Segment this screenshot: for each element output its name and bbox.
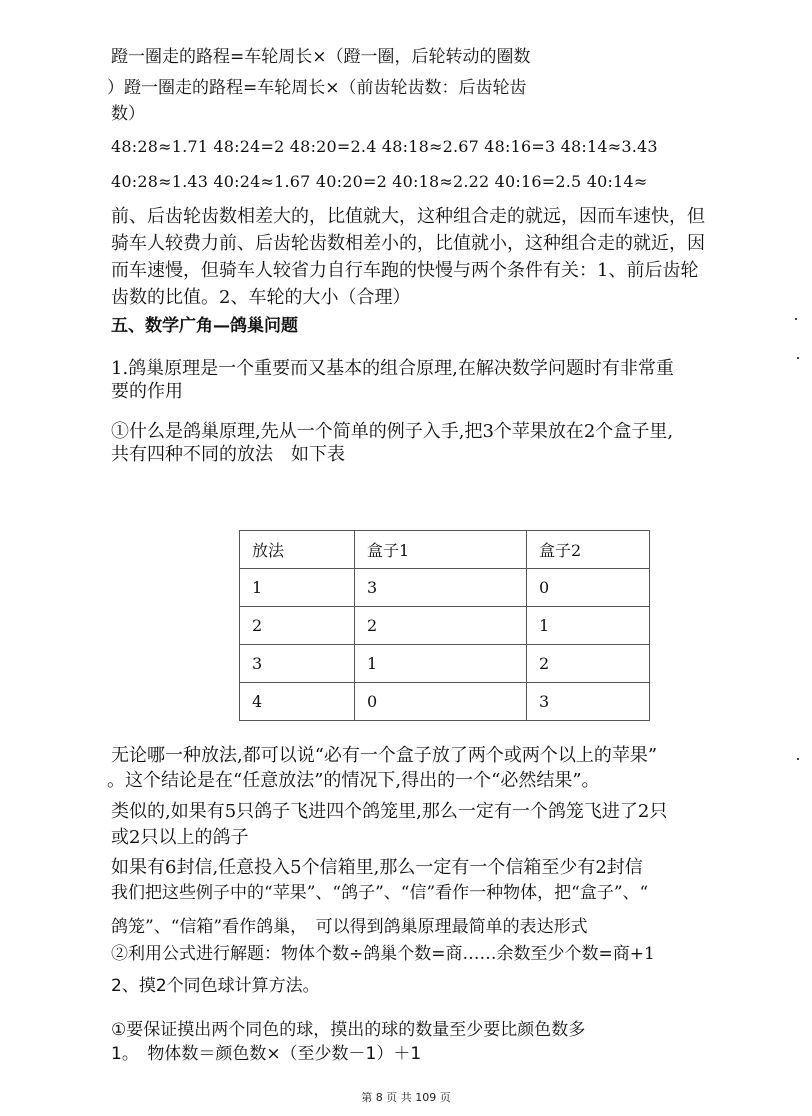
table-cell: 0 <box>355 683 527 721</box>
table-header-cell: 放法 <box>240 531 355 569</box>
table-header-cell: 盒子2 <box>527 531 650 569</box>
text-line: 1.鸽巢原理是一个重要而又基本的组合原理,在解决数学问题时有非常重 <box>111 358 674 379</box>
text-line: 而车速慢，但骑车人较省力自行车跑的快慢与两个条件有关：1、前后齿轮 <box>111 260 699 281</box>
table-cell: 4 <box>240 683 355 721</box>
text-line: 齿数的比值。2、车轮的大小（合理） <box>111 287 411 308</box>
text-line: 数） <box>111 104 145 124</box>
table-header-cell: 盒子1 <box>355 531 527 569</box>
table-header-row <box>240 531 650 569</box>
text-line: 骑车人较费力前、后齿轮齿数相差小的，比值就小，这种组合走的就近，因 <box>111 233 705 254</box>
table-row <box>240 607 650 645</box>
text-line: 如果有6封信,任意投入5个信箱里,那么一定有一个信箱至少有2封信 <box>111 857 643 878</box>
text-line: 我们把这些例子中的“苹果”、“鸽子”、“信”看作一种物体，把“盒子”、“ <box>111 883 649 903</box>
table-cell: 1 <box>527 607 650 645</box>
table-cell: 0 <box>527 569 650 607</box>
ratio-line: 48:28≈1.71 48:24=2 48:20=2.4 48:18≈2.67 48:16=3 48:14≈3.43 <box>111 137 658 156</box>
text-line: ）蹬一圈走的路程=车轮周长×（前齿轮齿数：后齿轮齿 <box>107 78 527 98</box>
section-heading: 五、数学广角—鸽巢问题 <box>111 316 298 336</box>
table-cell: 2 <box>240 607 355 645</box>
table-cell: 2 <box>355 607 527 645</box>
table-row <box>240 569 650 607</box>
scan-speck <box>795 318 797 320</box>
text-line: 共有四种不同的放法 如下表 <box>111 444 345 465</box>
text-line: 无论哪一种放法,都可以说“必有一个盒子放了两个或两个以上的苹果” <box>111 745 658 766</box>
text-line: ①要保证摸出两个同色的球，摸出的球的数量至少要比颜色数多 <box>111 1020 586 1040</box>
table-cell: 3 <box>527 683 650 721</box>
text-line: 。这个结论是在“任意放法”的情况下,得出的一个“必然结果”。 <box>107 770 600 791</box>
page-number-footer: 第 8 页 共 109 页 <box>361 1091 451 1104</box>
text-line: 鸽笼”、“信箱”看作鸽巢， 可以得到鸽巢原理最简单的表达形式 <box>111 917 588 937</box>
table-cell: 3 <box>355 569 527 607</box>
scan-speck <box>797 357 799 359</box>
text-line: 类似的,如果有5只鸽子飞进四个鸽笼里,那么一定有一个鸽笼飞进了2只 <box>111 801 668 822</box>
ratio-line: 40:28≈1.43 40:24≈1.67 40:20=2 40:18≈2.22 40:16=2.5 40:14≈ <box>111 172 648 191</box>
table-cell: 3 <box>240 645 355 683</box>
text-line: 2、摸2个同色球计算方法。 <box>111 976 320 996</box>
text-line: 蹬一圈走的路程=车轮周长×（蹬一圈，后轮转动的圈数 <box>111 47 531 67</box>
table-row <box>240 645 650 683</box>
table-cell: 2 <box>527 645 650 683</box>
text-line: 1。 物体数＝颜色数×（至少数－1）＋1 <box>111 1044 422 1064</box>
text-line: 前、后齿轮齿数相差大的，比值就大，这种组合走的就远，因而车速快，但 <box>111 206 705 227</box>
scan-speck <box>797 758 799 760</box>
table-row <box>240 683 650 721</box>
text-line: 或2只以上的鸽子 <box>111 827 249 848</box>
text-line: ①什么是鸽巢原理,先从一个简单的例子入手,把3个苹果放在2个盒子里, <box>111 421 674 442</box>
table-cell: 1 <box>240 569 355 607</box>
text-line: 要的作用 <box>111 381 183 402</box>
table-cell: 1 <box>355 645 527 683</box>
distribution-table <box>239 530 650 721</box>
text-line: ②利用公式进行解题：物体个数÷鸽巢个数=商……余数至少个数=商+1 <box>111 944 655 964</box>
